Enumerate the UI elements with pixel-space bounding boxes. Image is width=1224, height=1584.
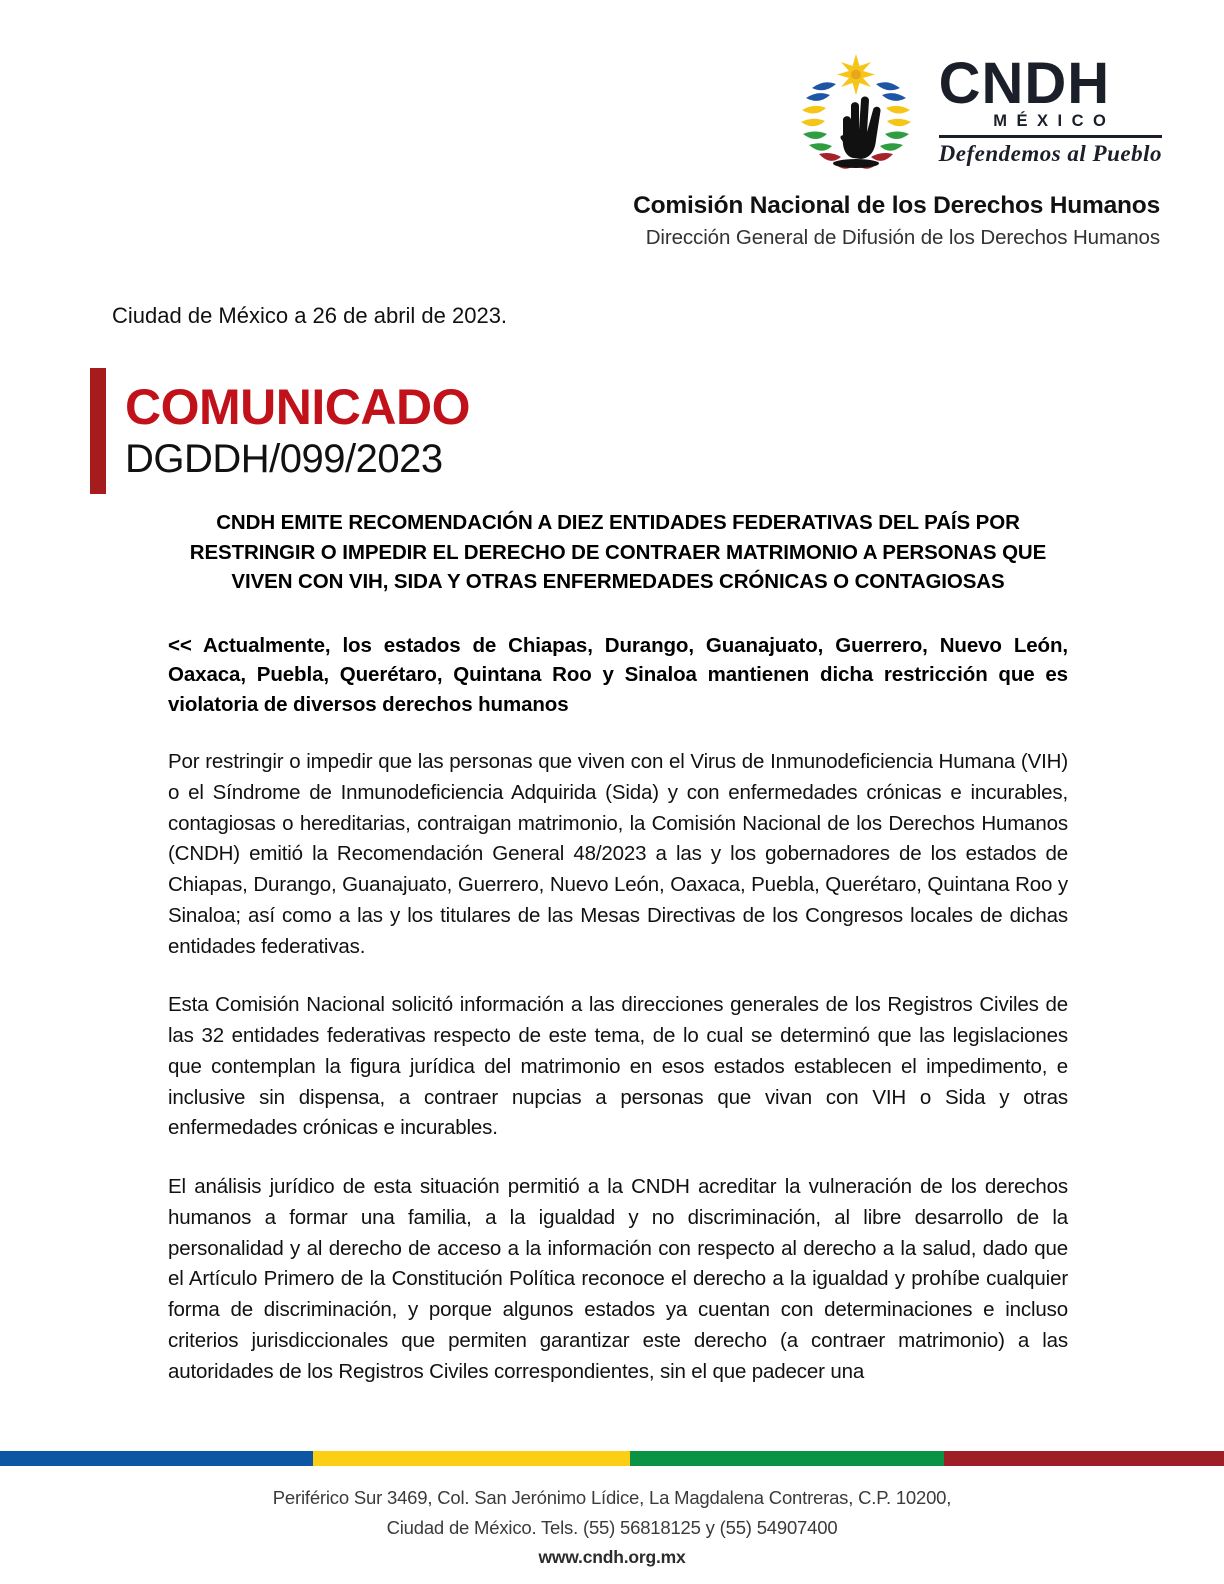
lede-paragraph: << Actualmente, los estados de Chiapas, Durango, Guanajuato, Guerrero, Nuevo León, Oaxaca, Puebla, Querétaro, Quintana Roo y Sinaloa mantienen dicha restricción que es violatoria de diversos derechos humanos bbox=[168, 633, 1068, 716]
footer-color-segment-3 bbox=[630, 1451, 943, 1466]
document-body bbox=[168, 508, 1068, 1408]
document-footer bbox=[0, 1425, 1224, 1584]
comunicado-number: DGDDH/099/2023 bbox=[125, 437, 443, 482]
cndh-wordmark bbox=[938, 50, 1162, 167]
footer-address-line-2: Ciudad de México. Tels. (55) 56818125 y (55) 54907400 bbox=[386, 1516, 838, 1538]
logo-mexico-text: MÉXICO bbox=[993, 112, 1116, 131]
document-date: Ciudad de México a 26 de abril de 2023. bbox=[112, 303, 508, 328]
footer-address-line-1: Periférico Sur 3469, Col. San Jerónimo Lídice, La Magdalena Contreras, C.P. 10200, bbox=[272, 1487, 952, 1508]
footer-color-segment-1 bbox=[0, 1451, 313, 1466]
footer-contact bbox=[0, 1483, 1224, 1571]
cndh-emblem-icon bbox=[781, 48, 931, 172]
footer-website-link[interactable]: www.cndh.org.mx bbox=[538, 1546, 686, 1567]
body-paragraph: Por restringir o impedir que las personas que viven con el Virus de Inmunodeficiencia Humana (VIH) o el Síndrome de Inmunodeficiencia Adquirida (Sida) y con enfermedades crónicas e incurables, contagiosas o hereditarias, contraigan matrimonio, la Comisión Nacional de los Derechos Humanos (CNDH) emitió la Recomendación General 48/2023 a las y los gobernadores de los estados de Chiapas, Durango, Guanajuato, Guerrero, Nuevo León, Oaxaca, Puebla, Querétaro, Quintana Roo y Sinaloa; así como a las y los titulares de las Mesas Directivas de los Congresos locales de dichas entidades federativas. bbox=[168, 750, 1068, 958]
footer-color-bar bbox=[0, 1451, 1224, 1466]
footer-color-segment-4 bbox=[944, 1451, 1224, 1466]
footer-color-segment-2 bbox=[313, 1451, 630, 1466]
comunicado-block bbox=[90, 368, 470, 494]
organization-subtitle: Dirección General de Difusión de los Derechos Humanos bbox=[645, 226, 1160, 249]
logo-tagline-text: Defendemos al Pueblo bbox=[938, 141, 1162, 167]
logo-cndh-text: CNDH bbox=[938, 50, 1111, 116]
page-title: CNDH EMITE RECOMENDACIÓN A DIEZ ENTIDADES FEDERATIVAS DEL PAÍS POR RESTRINGIR O IMPEDIR EL DERECHO DE CONTRAER MATRIMONIO A PERSONAS QUE VIVEN CON VIH, SIDA Y OTRAS ENFERMEDADES CRÓNICAS O CONTAGIOSAS bbox=[189, 511, 1047, 594]
cndh-logo bbox=[781, 48, 1162, 172]
document-header bbox=[0, 0, 1224, 262]
comunicado-label: COMUNICADO bbox=[125, 378, 470, 435]
organization-title: Comisión Nacional de los Derechos Humanos bbox=[633, 192, 1160, 219]
comunicado-accent-bar bbox=[90, 368, 106, 494]
logo-divider bbox=[939, 135, 1162, 138]
body-paragraph: Esta Comisión Nacional solicitó información a las direcciones generales de los Registros Civiles de las 32 entidades federativas respecto de este tema, de lo cual se determinó que las legislaciones que contemplan la figura jurídica del matrimonio en esos estados establecen el impedimento, e inclusive sin dispensa, a contraer nupcias a personas que vivan con VIH o Sida y otras enfermedades crónicas e incurables. bbox=[168, 993, 1068, 1140]
body-paragraph: El análisis jurídico de esta situación permitió a la CNDH acreditar la vulneración de los derechos humanos a formar una familia, a la igualdad y no discriminación, al libre desarrollo de la personalidad y al derecho de acceso a la información con respecto al derecho a la salud, dado que el Artículo Primero de la Constitución Política reconoce el derecho a la igualdad y prohíbe cualquier forma de discriminación, y porque algunos estados ya cuentan con determinaciones e incluso criterios jurisdiccionales que permiten garantizar este derecho (a contraer matrimonio) a las autoridades de los Registros Civiles correspondientes, sin el que padecer una bbox=[168, 1175, 1068, 1383]
